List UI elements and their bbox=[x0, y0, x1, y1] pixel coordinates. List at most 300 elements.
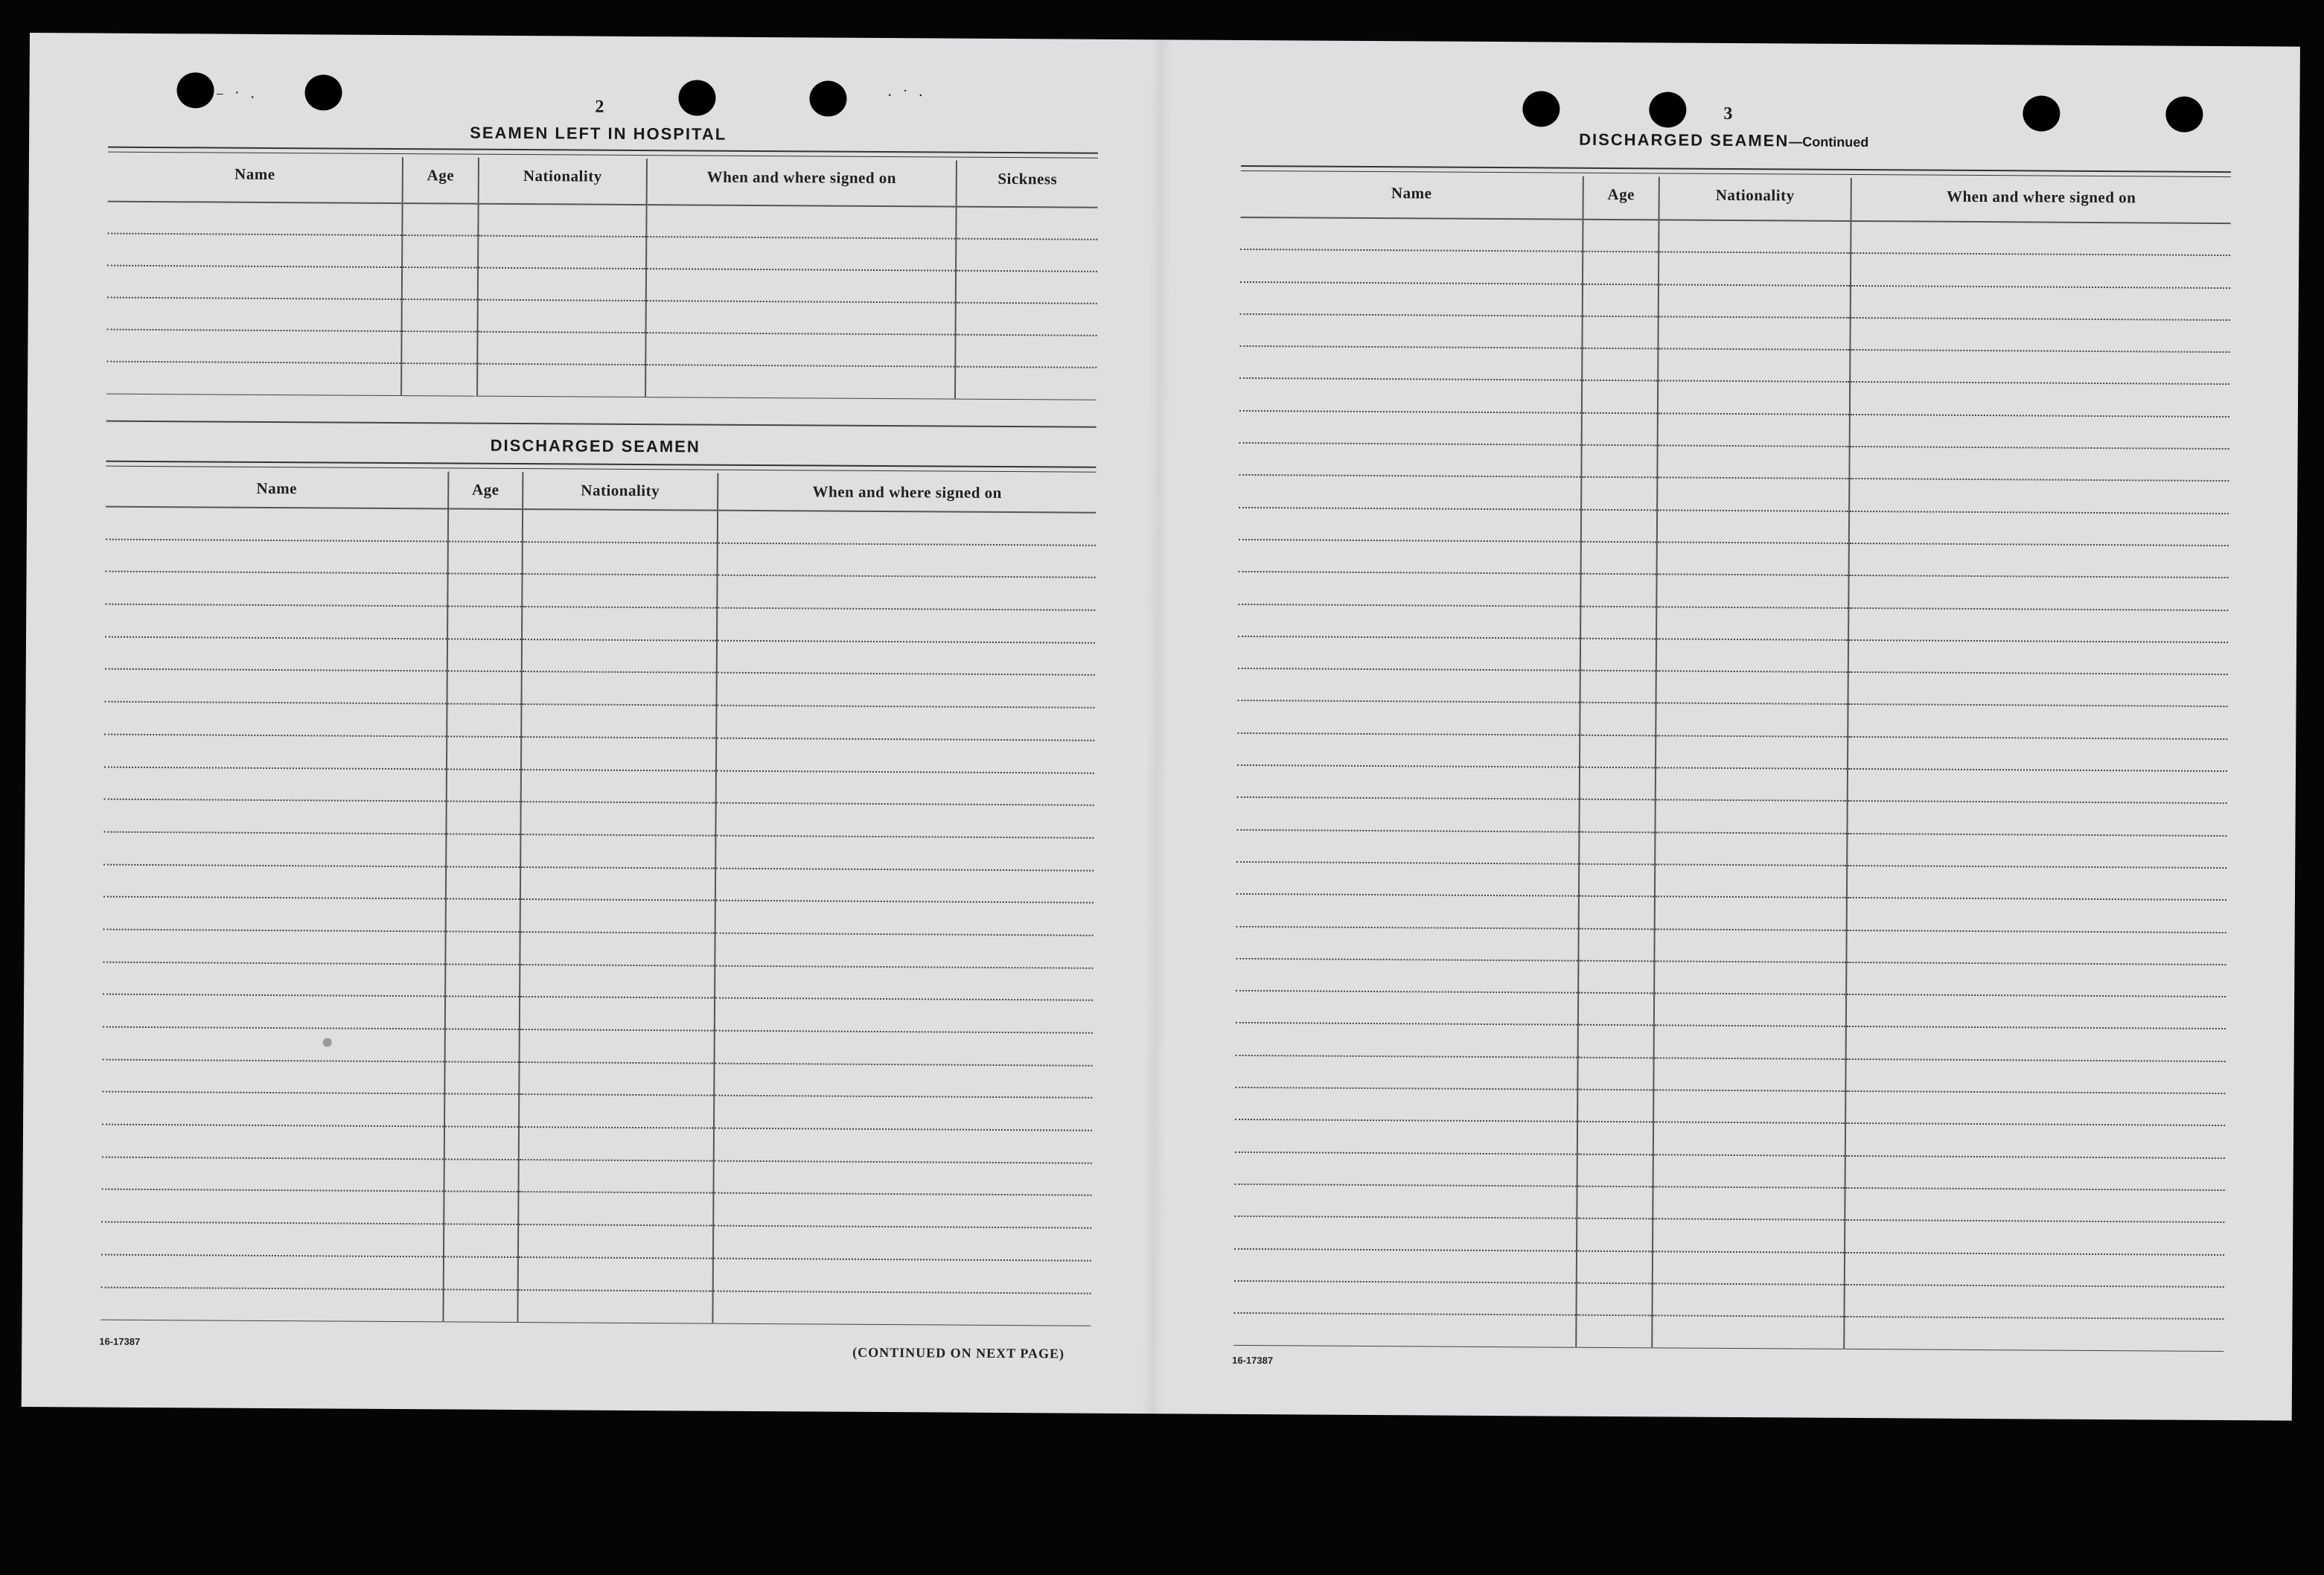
hospital-rows bbox=[106, 202, 1098, 400]
entry-cell bbox=[1235, 1087, 1577, 1122]
entry-cell bbox=[1239, 346, 1582, 380]
entry-cell bbox=[955, 367, 1096, 400]
entry-cell bbox=[716, 738, 1094, 773]
column-header-signed-on: When and where signed on bbox=[718, 473, 1096, 513]
entry-cell bbox=[520, 802, 715, 835]
entry-cell bbox=[1848, 608, 2228, 642]
entry-cell bbox=[956, 303, 1097, 336]
entry-cell bbox=[1653, 1122, 1845, 1156]
entry-cell bbox=[645, 365, 955, 399]
form-code-left: 16-17387 bbox=[99, 1335, 141, 1347]
column-header-signed-on: When and where signed on bbox=[647, 159, 957, 207]
form-code-right: 16-17387 bbox=[1232, 1354, 1274, 1367]
entry-cell bbox=[523, 509, 718, 543]
entry-cell bbox=[717, 608, 1095, 643]
entry-cell bbox=[1239, 540, 1581, 574]
entry-cell bbox=[1654, 993, 1846, 1026]
column-header-age: Age bbox=[448, 471, 523, 509]
entry-cell bbox=[1580, 703, 1656, 735]
entry-cell bbox=[446, 866, 520, 899]
entry-cell bbox=[1653, 1154, 1845, 1188]
entry-cell bbox=[716, 706, 1094, 741]
entry-cell bbox=[521, 737, 716, 770]
entry-cell bbox=[1847, 898, 2226, 932]
entry-cell bbox=[1237, 733, 1580, 767]
entry-cell bbox=[715, 1031, 1093, 1066]
entry-cell bbox=[1845, 1188, 2224, 1222]
entry-cell bbox=[1240, 217, 1583, 252]
table-row bbox=[1233, 1313, 2224, 1351]
column-header-signed-on: When and where signed on bbox=[1851, 178, 2231, 223]
entry-cell bbox=[1851, 253, 2230, 287]
page-fold bbox=[1142, 39, 1172, 1413]
entry-cell bbox=[1240, 282, 1583, 316]
column-header-name: Name bbox=[108, 156, 403, 203]
entry-cell bbox=[646, 205, 956, 239]
entry-cell bbox=[1235, 1119, 1577, 1154]
entry-cell bbox=[519, 1094, 714, 1128]
column-header-nationality: Nationality bbox=[1659, 176, 1851, 221]
entry-cell bbox=[445, 964, 520, 997]
entry-cell bbox=[520, 834, 715, 868]
entry-cell bbox=[1233, 1313, 1576, 1347]
entry-cell bbox=[447, 607, 522, 639]
entry-cell bbox=[646, 301, 956, 335]
entry-cell bbox=[1577, 1218, 1653, 1251]
entry-cell bbox=[1239, 411, 1582, 445]
entry-cell bbox=[1579, 896, 1655, 929]
entry-cell bbox=[1577, 1250, 1653, 1283]
entry-cell bbox=[1850, 382, 2229, 416]
entry-cell bbox=[1845, 1123, 2225, 1157]
entry-cell bbox=[102, 1125, 444, 1159]
entry-cell bbox=[1235, 1152, 1577, 1186]
entry-cell bbox=[1653, 1058, 1845, 1091]
entry-cell bbox=[101, 1254, 444, 1288]
entry-cell bbox=[956, 239, 1097, 272]
entry-cell bbox=[105, 572, 447, 606]
entry-cell bbox=[718, 511, 1096, 546]
entry-cell bbox=[107, 298, 402, 331]
entry-cell bbox=[444, 1192, 518, 1224]
entry-cell bbox=[444, 1126, 519, 1159]
entry-cell bbox=[1577, 1057, 1653, 1090]
entry-cell bbox=[1848, 737, 2227, 771]
entry-cell bbox=[1659, 252, 1851, 286]
entry-cell bbox=[715, 933, 1093, 968]
entry-cell bbox=[1845, 1091, 2225, 1125]
entry-cell bbox=[444, 1159, 519, 1192]
entry-cell bbox=[523, 542, 718, 575]
entry-cell bbox=[401, 331, 477, 364]
entry-cell bbox=[1654, 961, 1846, 994]
entry-cell bbox=[1851, 286, 2230, 320]
entry-cell bbox=[478, 204, 646, 237]
entry-cell bbox=[1238, 668, 1580, 703]
entry-cell bbox=[445, 997, 520, 1029]
entry-cell bbox=[103, 832, 446, 866]
entry-cell bbox=[1655, 832, 1847, 866]
entry-cell bbox=[477, 364, 645, 397]
entry-cell bbox=[1580, 671, 1656, 703]
entry-cell bbox=[1653, 1186, 1845, 1220]
entry-cell bbox=[713, 1226, 1091, 1261]
entry-cell bbox=[1850, 318, 2229, 352]
entry-cell bbox=[520, 899, 715, 933]
entry-cell bbox=[1234, 1248, 1577, 1282]
form-sheet bbox=[22, 33, 2300, 1421]
entry-cell bbox=[1659, 284, 1851, 318]
entry-cell bbox=[1847, 801, 2226, 835]
entry-cell bbox=[447, 736, 521, 769]
entry-cell bbox=[1582, 413, 1658, 446]
entry-cell bbox=[444, 1061, 519, 1094]
entry-cell bbox=[955, 335, 1096, 368]
entry-cell bbox=[1580, 639, 1656, 671]
right-rows bbox=[1233, 217, 2230, 1351]
entry-cell bbox=[1849, 543, 2229, 578]
entry-cell bbox=[1578, 928, 1654, 961]
entry-cell bbox=[714, 1063, 1092, 1098]
entry-cell bbox=[522, 639, 717, 673]
entry-cell bbox=[1845, 1156, 2225, 1190]
entry-cell bbox=[1656, 607, 1848, 640]
page-number-right: 3 bbox=[1723, 103, 1733, 124]
entry-cell bbox=[520, 932, 715, 965]
entry-cell bbox=[519, 1062, 714, 1096]
entry-cell bbox=[1581, 509, 1657, 542]
continued-suffix: —Continued bbox=[1789, 134, 1869, 150]
column-header-sickness: Sickness bbox=[957, 161, 1098, 208]
entry-cell bbox=[1846, 930, 2226, 964]
entry-cell bbox=[1236, 926, 1578, 960]
column-header-age: Age bbox=[403, 157, 479, 204]
entry-cell bbox=[1657, 478, 1849, 511]
entry-cell bbox=[102, 1092, 444, 1126]
entry-cell bbox=[1580, 735, 1656, 767]
entry-cell bbox=[1659, 220, 1851, 253]
entry-cell bbox=[1656, 703, 1848, 737]
entry-cell bbox=[104, 734, 447, 768]
punch-hole bbox=[678, 80, 715, 115]
entry-cell bbox=[1577, 1154, 1653, 1186]
entry-cell bbox=[101, 1222, 444, 1256]
entry-cell bbox=[444, 1256, 518, 1289]
entry-cell bbox=[1578, 1025, 1654, 1058]
entry-cell bbox=[402, 203, 478, 236]
entry-cell bbox=[715, 868, 1094, 903]
entry-cell bbox=[1236, 959, 1578, 993]
entry-cell bbox=[1581, 445, 1657, 478]
entry-cell bbox=[107, 202, 402, 235]
entry-cell bbox=[402, 235, 478, 268]
entry-cell bbox=[1236, 991, 1578, 1025]
entry-cell bbox=[1239, 314, 1582, 348]
entry-cell bbox=[447, 704, 521, 737]
entry-cell bbox=[1846, 994, 2226, 1029]
entry-cell bbox=[1579, 831, 1655, 864]
entry-cell bbox=[956, 271, 1097, 304]
entry-cell bbox=[646, 269, 956, 303]
entry-cell bbox=[102, 1059, 444, 1093]
entry-cell bbox=[104, 767, 447, 801]
entry-cell bbox=[1582, 316, 1658, 349]
entry-cell bbox=[1576, 1315, 1652, 1348]
entry-cell bbox=[1580, 606, 1656, 639]
entry-cell bbox=[520, 965, 715, 998]
entry-cell bbox=[715, 803, 1094, 838]
entry-cell bbox=[1582, 380, 1658, 413]
entry-cell bbox=[446, 834, 520, 866]
entry-cell bbox=[1237, 765, 1580, 799]
entry-cell bbox=[518, 1160, 713, 1193]
entry-cell bbox=[522, 671, 717, 705]
entry-cell bbox=[1850, 350, 2229, 384]
entry-cell bbox=[1578, 993, 1654, 1026]
entry-cell bbox=[521, 704, 716, 738]
entry-cell bbox=[717, 575, 1095, 610]
entry-cell bbox=[1656, 671, 1848, 705]
entry-cell bbox=[1848, 704, 2227, 738]
entry-cell bbox=[402, 267, 478, 300]
entry-cell bbox=[448, 508, 523, 541]
entry-cell bbox=[715, 901, 1094, 936]
entry-cell bbox=[1238, 572, 1580, 606]
entry-cell bbox=[103, 897, 446, 931]
entry-cell bbox=[445, 931, 520, 964]
entry-cell bbox=[1847, 834, 2226, 868]
entry-cell bbox=[1851, 221, 2230, 255]
entry-cell bbox=[477, 332, 645, 365]
entry-cell bbox=[103, 962, 445, 996]
entry-cell bbox=[1657, 510, 1849, 543]
entry-cell bbox=[402, 299, 478, 332]
entry-cell bbox=[104, 702, 447, 736]
entry-cell bbox=[522, 607, 717, 640]
entry-cell bbox=[1580, 574, 1656, 607]
column-header-name: Name bbox=[106, 470, 448, 509]
entry-cell bbox=[714, 1128, 1092, 1163]
entry-cell bbox=[519, 1127, 714, 1160]
entry-cell bbox=[1236, 894, 1579, 928]
entry-cell bbox=[401, 363, 477, 396]
entry-cell bbox=[1239, 508, 1581, 542]
table-row bbox=[106, 362, 1096, 400]
entry-cell bbox=[103, 994, 445, 1029]
entry-cell bbox=[1655, 864, 1847, 898]
entry-cell bbox=[1849, 479, 2229, 513]
entry-cell bbox=[447, 639, 522, 671]
entry-cell bbox=[1236, 830, 1579, 864]
entry-cell bbox=[1577, 1186, 1653, 1219]
punch-hole bbox=[1522, 91, 1560, 127]
punch-hole bbox=[1649, 92, 1686, 127]
entry-cell bbox=[103, 930, 445, 964]
entry-cell bbox=[518, 1224, 713, 1258]
entry-cell bbox=[1844, 1317, 2224, 1351]
entry-cell bbox=[1581, 477, 1657, 510]
entry-cell bbox=[478, 236, 646, 269]
entry-cell bbox=[1580, 767, 1656, 800]
entry-cell bbox=[1845, 1252, 2224, 1286]
entry-cell bbox=[1238, 636, 1580, 671]
entry-cell bbox=[446, 802, 520, 834]
entry-cell bbox=[444, 1224, 518, 1257]
entry-cell bbox=[1656, 639, 1848, 672]
entry-cell bbox=[1848, 769, 2227, 803]
entry-cell bbox=[448, 541, 523, 574]
entry-cell bbox=[447, 574, 522, 607]
entry-cell bbox=[447, 769, 521, 802]
entry-cell bbox=[106, 362, 401, 395]
entry-cell bbox=[101, 1189, 444, 1224]
entry-cell bbox=[712, 1291, 1091, 1326]
entry-cell bbox=[1236, 797, 1579, 831]
entry-cell bbox=[106, 330, 401, 363]
entry-cell bbox=[1236, 1023, 1578, 1057]
hospital-section-title: SEAMEN LEFT IN HOSPITAL bbox=[470, 123, 727, 144]
entry-cell bbox=[1657, 542, 1849, 575]
entry-cell bbox=[1238, 604, 1580, 638]
entry-cell bbox=[1237, 700, 1580, 735]
entry-cell bbox=[1654, 929, 1846, 962]
punch-hole bbox=[2165, 97, 2203, 132]
entry-cell bbox=[103, 1027, 445, 1061]
column-header-nationality: Nationality bbox=[479, 158, 647, 205]
entry-cell bbox=[1658, 349, 1850, 383]
entry-cell bbox=[1656, 575, 1848, 608]
entry-cell bbox=[1577, 1090, 1653, 1122]
entry-cell bbox=[1653, 1283, 1845, 1317]
entry-cell bbox=[520, 997, 715, 1030]
entry-cell bbox=[107, 266, 402, 299]
entry-cell bbox=[521, 770, 716, 803]
entry-cell bbox=[478, 268, 646, 301]
entry-cell bbox=[1846, 1026, 2226, 1061]
entry-cell bbox=[443, 1289, 517, 1322]
entry-cell bbox=[1239, 378, 1582, 412]
entry-cell bbox=[956, 207, 1097, 240]
entry-cell bbox=[718, 543, 1096, 578]
discharged-continued-title bbox=[1579, 130, 1868, 151]
continued-note: (CONTINUED ON NEXT PAGE) bbox=[852, 1344, 1065, 1361]
entry-cell bbox=[1578, 961, 1654, 994]
entry-cell bbox=[1658, 316, 1850, 350]
entry-cell bbox=[1583, 252, 1659, 284]
entry-cell bbox=[1653, 1219, 1845, 1253]
column-header-name: Name bbox=[1241, 174, 1583, 220]
entry-cell bbox=[1581, 542, 1657, 575]
entry-cell bbox=[1583, 284, 1659, 316]
entry-cell bbox=[646, 237, 956, 271]
entry-cell bbox=[106, 507, 448, 541]
entry-cell bbox=[1655, 897, 1847, 930]
entry-cell bbox=[717, 640, 1095, 675]
entry-cell bbox=[1236, 862, 1579, 896]
entry-cell bbox=[520, 867, 715, 901]
entry-cell bbox=[103, 864, 446, 898]
punch-hole bbox=[304, 74, 342, 110]
entry-cell bbox=[1234, 1184, 1577, 1218]
entry-cell bbox=[715, 836, 1094, 871]
entry-cell bbox=[1845, 1220, 2224, 1254]
discharged-section-title: DISCHARGED SEAMEN bbox=[490, 435, 700, 456]
pencil-mark: · ˙ · bbox=[887, 86, 927, 105]
entry-cell bbox=[1583, 220, 1659, 252]
entry-cell bbox=[100, 1287, 443, 1321]
entry-cell bbox=[1845, 1059, 2225, 1093]
entry-cell bbox=[103, 799, 446, 834]
entry-cell bbox=[1239, 443, 1581, 477]
entry-cell bbox=[1653, 1090, 1845, 1123]
entry-cell bbox=[446, 899, 520, 932]
entry-cell bbox=[107, 234, 402, 267]
entry-cell bbox=[105, 636, 447, 671]
entry-cell bbox=[715, 998, 1093, 1033]
entry-cell bbox=[1653, 1251, 1845, 1285]
discharged-continued-title-text: DISCHARGED SEAMEN bbox=[1579, 130, 1790, 150]
entry-cell bbox=[715, 965, 1093, 1000]
entry-cell bbox=[1656, 767, 1848, 801]
entry-cell bbox=[1850, 415, 2229, 449]
entry-cell bbox=[518, 1192, 713, 1225]
entry-cell bbox=[1234, 1281, 1577, 1315]
entry-cell bbox=[1849, 447, 2229, 481]
entry-cell bbox=[1658, 381, 1850, 415]
entry-cell bbox=[445, 1029, 520, 1061]
entry-cell bbox=[1240, 249, 1583, 284]
entry-cell bbox=[713, 1160, 1091, 1195]
entry-cell bbox=[1239, 475, 1581, 509]
column-header-age: Age bbox=[1583, 176, 1659, 220]
entry-cell bbox=[1845, 1285, 2224, 1319]
entry-cell bbox=[1234, 1216, 1577, 1250]
entry-cell bbox=[1582, 348, 1658, 381]
entry-cell bbox=[1579, 799, 1655, 832]
punch-hole bbox=[176, 72, 214, 108]
entry-cell bbox=[522, 574, 717, 607]
entry-cell bbox=[1848, 640, 2228, 674]
table-row bbox=[100, 1287, 1091, 1326]
discharged-continued-table bbox=[1233, 174, 2231, 1352]
entry-cell bbox=[714, 1096, 1092, 1131]
discharged-rows bbox=[100, 507, 1096, 1326]
entry-cell bbox=[1846, 962, 2226, 997]
entry-cell bbox=[1577, 1283, 1653, 1316]
entry-cell bbox=[1849, 511, 2229, 546]
entry-cell bbox=[1655, 800, 1847, 834]
entry-cell bbox=[105, 604, 447, 639]
entry-cell bbox=[444, 1094, 519, 1127]
entry-cell bbox=[1235, 1055, 1577, 1090]
hospital-table bbox=[106, 156, 1098, 400]
entry-cell bbox=[1577, 1122, 1653, 1154]
entry-cell bbox=[1656, 735, 1848, 769]
punch-hole bbox=[809, 80, 846, 116]
discharged-table bbox=[100, 470, 1096, 1326]
entry-cell bbox=[716, 770, 1094, 805]
hospital-end-rule bbox=[106, 421, 1096, 428]
entry-cell bbox=[520, 1029, 715, 1063]
entry-cell bbox=[518, 1257, 713, 1291]
entry-cell bbox=[102, 1157, 444, 1191]
entry-cell bbox=[106, 539, 448, 573]
entry-cell bbox=[105, 669, 447, 703]
entry-cell bbox=[478, 300, 646, 333]
entry-cell bbox=[1848, 672, 2228, 706]
page-number-left: 2 bbox=[595, 97, 604, 117]
entry-cell bbox=[1579, 864, 1655, 897]
